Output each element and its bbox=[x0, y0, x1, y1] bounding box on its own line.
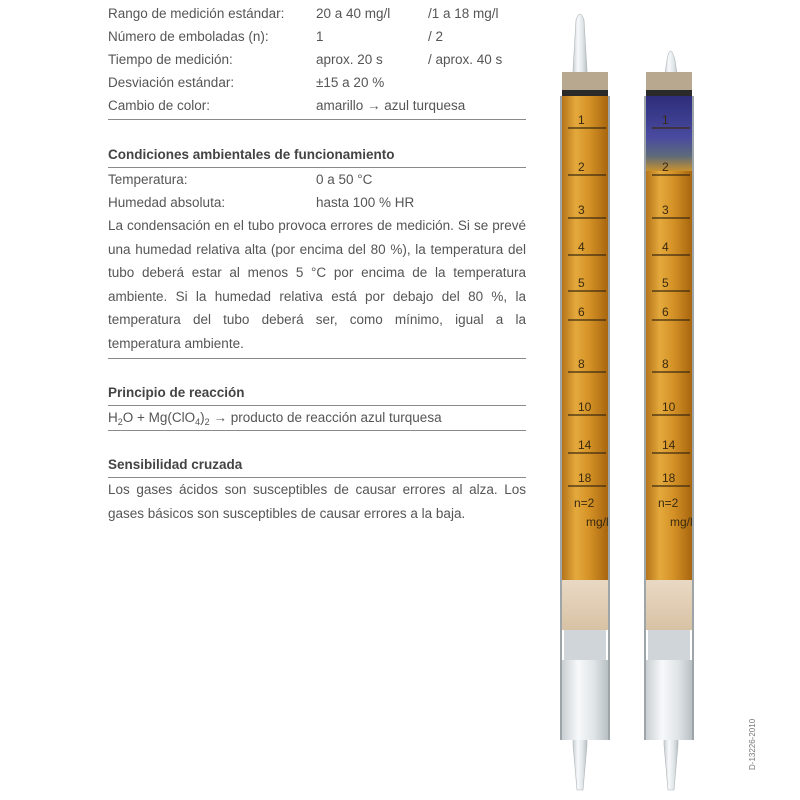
tube-2-spring bbox=[648, 630, 690, 660]
unit-label: mg/l bbox=[586, 515, 609, 529]
spec-value: 20 a 40 mg/l bbox=[316, 6, 391, 21]
scale-label: 2 bbox=[578, 160, 585, 174]
tube-1-filter-pad bbox=[562, 580, 608, 630]
figure-id: D-13226-2010 bbox=[748, 718, 757, 770]
scale-label: 8 bbox=[578, 357, 585, 371]
spec-row-strokes bbox=[108, 25, 526, 48]
ambient-row-temperature bbox=[108, 168, 526, 191]
scale-label: 14 bbox=[578, 438, 592, 452]
tube-2-cap-ring bbox=[646, 90, 692, 96]
tube-1-edge bbox=[608, 96, 610, 740]
spec-value: 1 bbox=[316, 29, 324, 44]
spec-value-alt bbox=[428, 71, 526, 94]
formula-o-mg: O + Mg(ClO bbox=[122, 410, 196, 425]
scale-label: 18 bbox=[578, 471, 592, 485]
section-heading-cross-sensitivity: Sensibilidad cruzada bbox=[108, 457, 243, 472]
ambient-value: hasta 100 % HR bbox=[316, 195, 415, 210]
formula-sub: 2 bbox=[204, 417, 210, 427]
unit-label: mg/l bbox=[670, 515, 693, 529]
spec-value-alt: / aprox. 40 s bbox=[428, 52, 503, 67]
condensation-note: La condensación en el tubo provoca errores de medición. Si se prevé una humedad relativa alta (por encima del 80 %), la temperatura del tubo deberá estar al menos 5 °C por encima de la temperatura ambiente. Si la humedad relativa está por debajo del 80 %, la temperatura del tubo deberá ser, como mínimo, igual a la temperatura ambiente. bbox=[108, 218, 526, 351]
scale-label: 10 bbox=[662, 400, 676, 414]
spec-label: Desviación estándar: bbox=[108, 75, 235, 90]
section-heading-reaction: Principio de reacción bbox=[108, 385, 245, 400]
reaction-formula bbox=[108, 406, 526, 430]
spec-value: ±15 a 20 % bbox=[316, 75, 385, 90]
formula-sub: 2 bbox=[117, 417, 123, 427]
scale-label: 4 bbox=[578, 240, 585, 254]
tube-1-spring bbox=[564, 630, 606, 660]
tube-2-cap-band bbox=[646, 72, 692, 92]
spec-value-alt: / 2 bbox=[428, 29, 444, 44]
spec-row-color-change bbox=[108, 94, 526, 117]
scale-label: 8 bbox=[662, 357, 669, 371]
scale-label: 5 bbox=[578, 276, 585, 290]
spec-label: Tiempo de medición: bbox=[108, 52, 233, 67]
spec-value: amarillo → azul turquesa bbox=[316, 98, 466, 113]
scale-label: 18 bbox=[662, 471, 676, 485]
specification-panel bbox=[108, 0, 526, 525]
spec-row-deviation bbox=[108, 71, 526, 94]
ambient-label: Temperatura: bbox=[108, 172, 188, 187]
tube-1-lower-glass bbox=[562, 660, 608, 740]
tube-2 bbox=[644, 51, 694, 790]
formula-sub: 4 bbox=[195, 417, 201, 427]
scale-label: 5 bbox=[662, 276, 669, 290]
scale-label: 6 bbox=[662, 305, 669, 319]
tube-2-indicator-zone bbox=[646, 96, 692, 171]
spec-row-range bbox=[108, 2, 526, 25]
scale-label: 2 bbox=[662, 160, 669, 174]
ambient-label: Humedad absoluta: bbox=[108, 195, 226, 210]
tube-1-cap-ring bbox=[562, 90, 608, 96]
detector-tubes-photo bbox=[540, 0, 800, 800]
formula-h: H bbox=[108, 410, 118, 425]
formula-product: → producto de reacción azul turquesa bbox=[209, 410, 442, 425]
ambient-row-humidity bbox=[108, 191, 526, 214]
strokes-label: n=2 bbox=[658, 496, 679, 510]
spec-value: aprox. 20 s bbox=[316, 52, 383, 67]
scale-label: 14 bbox=[662, 438, 676, 452]
ambient-value: 0 a 50 °C bbox=[316, 172, 373, 187]
scale-label: 4 bbox=[662, 240, 669, 254]
tube-1 bbox=[560, 14, 610, 790]
tube-2-lower-glass bbox=[646, 660, 692, 740]
section-heading-ambient: Condiciones ambientales de funcionamiento bbox=[108, 147, 395, 162]
scale-label: 3 bbox=[578, 203, 585, 217]
scale-label: 6 bbox=[578, 305, 585, 319]
spec-label: Número de emboladas (n): bbox=[108, 29, 269, 44]
tube-1-edge bbox=[560, 96, 562, 740]
spec-row-time bbox=[108, 48, 526, 71]
spec-label: Rango de medición estándar: bbox=[108, 6, 285, 21]
tube-2-filter-pad bbox=[646, 580, 692, 630]
cross-sensitivity-text: Los gases ácidos son susceptibles de causar errores al alza. Los gases básicos son susceptibles de causar errores a la baja. bbox=[108, 482, 526, 521]
tube-2-edge bbox=[644, 96, 646, 740]
tube-2-edge bbox=[692, 96, 694, 740]
spec-value-alt: /1 a 18 mg/l bbox=[428, 6, 499, 21]
scale-label: 1 bbox=[578, 113, 585, 127]
scale-label: 1 bbox=[662, 113, 669, 127]
scale-label: 3 bbox=[662, 203, 669, 217]
strokes-label: n=2 bbox=[574, 496, 595, 510]
formula-paren: ) bbox=[200, 410, 205, 425]
spec-label: Cambio de color: bbox=[108, 98, 211, 113]
scale-label: 10 bbox=[578, 400, 592, 414]
